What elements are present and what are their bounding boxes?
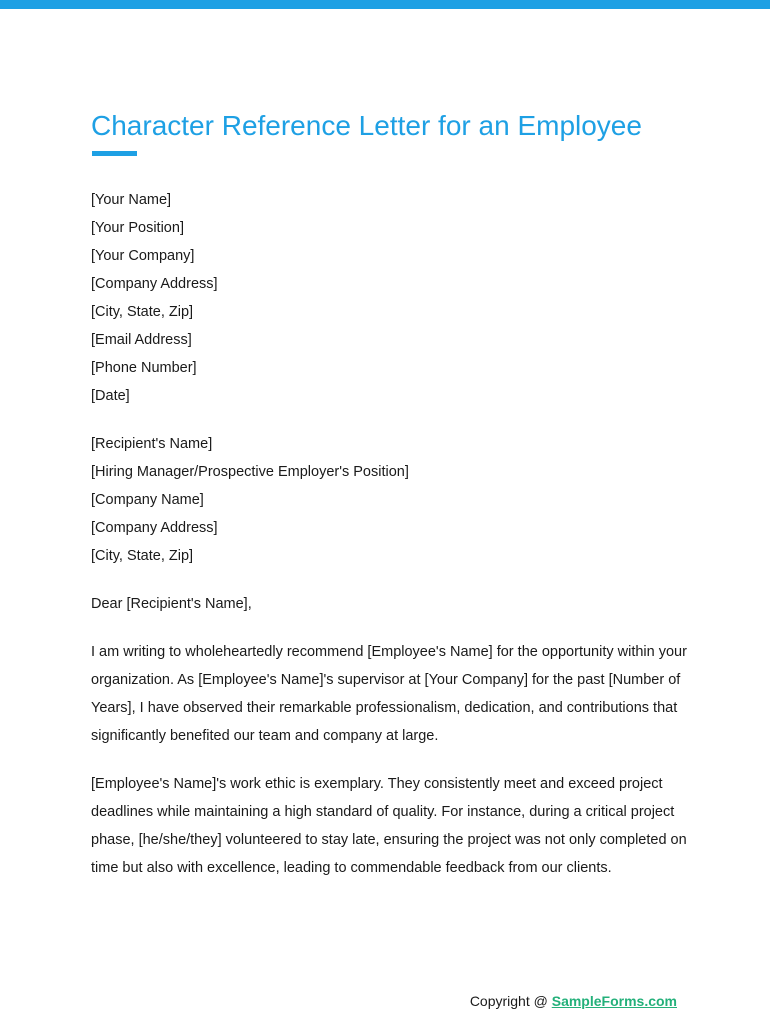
sender-city-state-zip: [City, State, Zip] xyxy=(91,304,194,320)
page-title: Character Reference Letter for an Employee xyxy=(91,110,642,141)
sender-email: [Email Address] xyxy=(91,332,192,348)
recipient-city-state-zip: [City, State, Zip] xyxy=(91,548,194,564)
sampleforms-link[interactable]: SampleForms.com xyxy=(551,993,677,1009)
recipient-name: [Recipient's Name] xyxy=(91,436,213,452)
recipient-position: [Hiring Manager/Prospective Employer's Position] xyxy=(91,464,409,480)
top-accent-bar xyxy=(0,0,770,9)
sender-company: [Your Company] xyxy=(91,248,195,264)
recipient-address-block xyxy=(91,430,409,570)
sender-name: [Your Name] xyxy=(91,192,172,208)
body-paragraph: [Employee's Name]'s work ethic is exemplary. They consistently meet and exceed project deadlines while maintaining a high standard of quality. For instance, during a critical project phase, [he/she/they] volunteered to stay late, ensuring the project was not only completed on time but also with excellence, leading to commendable feedback from our clients. xyxy=(91,776,687,876)
sender-phone: [Phone Number] xyxy=(91,360,197,376)
footer-copyright xyxy=(470,990,677,1012)
copyright-text: Copyright @ xyxy=(469,993,552,1009)
recipient-company-address: [Company Address] xyxy=(91,520,218,536)
sender-company-address: [Company Address] xyxy=(91,276,218,292)
title-underline xyxy=(92,151,137,156)
sender-address-block xyxy=(91,186,218,410)
recipient-company: [Company Name] xyxy=(91,492,204,508)
body-paragraph: I am writing to wholeheartedly recommend [Employee's Name] for the opportunity within your organization. As [Employee's Name]'s supervisor at [Your Company] for the past [Number of Years], I have observed their remarkable professionalism, dedication, and contributions that significantly benefited our team and company at large. xyxy=(91,644,687,744)
salutation: Dear [Recipient's Name], xyxy=(91,596,252,612)
sender-position: [Your Position] xyxy=(91,220,184,236)
letter-date: [Date] xyxy=(91,388,130,404)
